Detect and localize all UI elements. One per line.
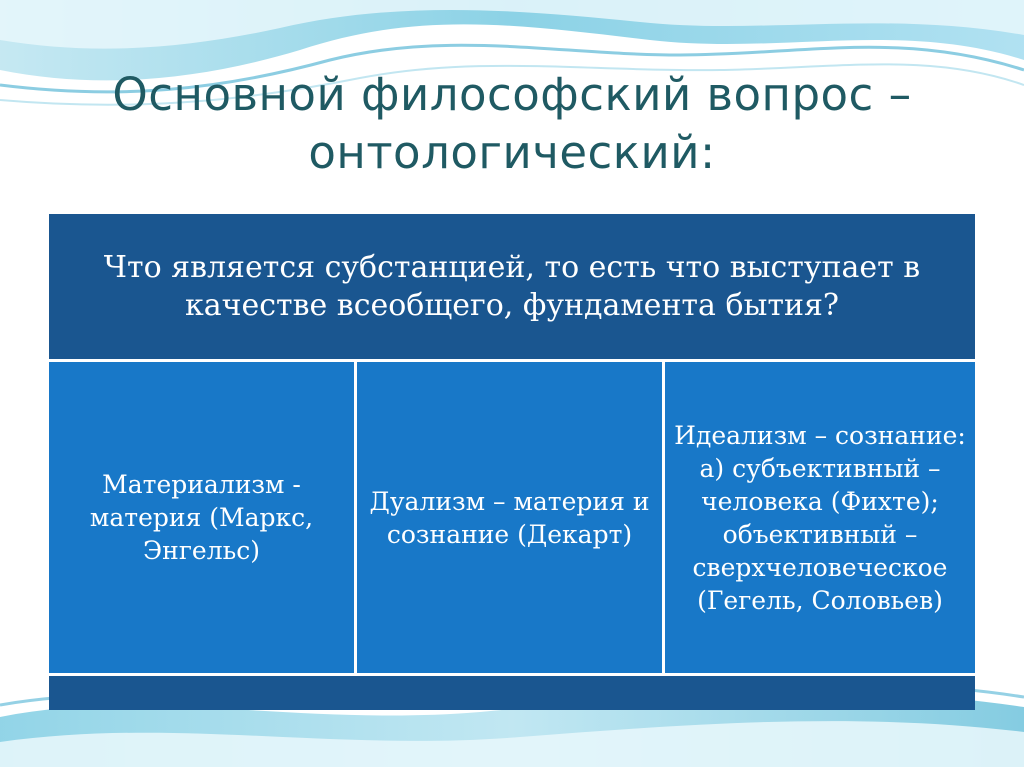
table-footer-row <box>49 673 975 710</box>
table-header-cell: Что является субстанцией, то есть что выступает в качестве всеобщего, фундамента бытия? <box>49 214 975 362</box>
dualism-cell: Дуализм – материя и сознание (Декарт) <box>357 362 665 673</box>
title-line-2: онтологический: <box>308 126 716 179</box>
slide-title <box>40 66 984 182</box>
philosophy-table <box>49 214 975 710</box>
idealism-cell: Идеализм – сознание: а) субъективный – человека (Фихте); объективный – сверхчеловеческое (Гегель, Соловьев) <box>665 362 975 673</box>
title-line-1: Основной философский вопрос – <box>112 68 912 121</box>
materialism-cell: Материализм - материя (Маркс, Энгельс) <box>49 362 357 673</box>
table-row <box>49 362 975 673</box>
